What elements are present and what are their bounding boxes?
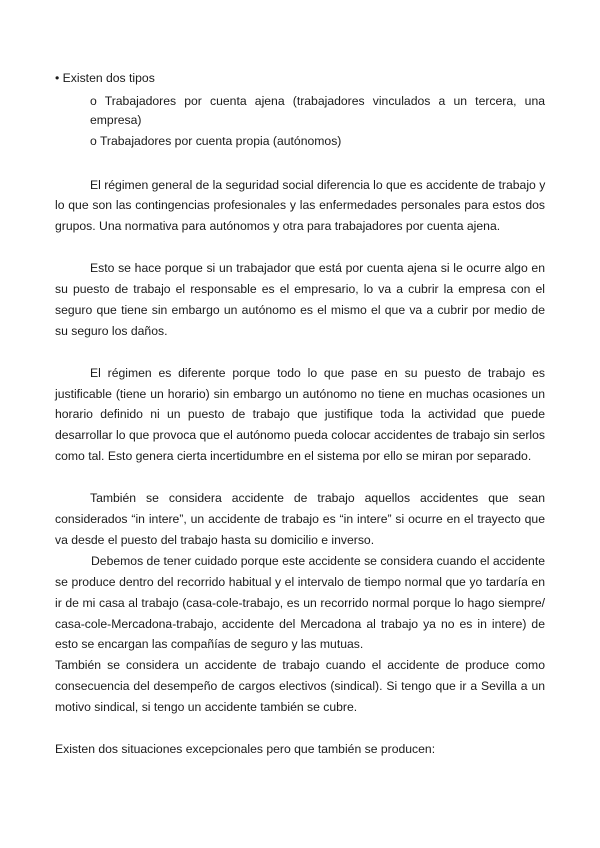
paragraph-line: Debemos de tener cuidado porque este accidente se considera cuando el accidente bbox=[91, 554, 545, 568]
list-item-propia: o Trabajadores por cuenta propia (autónomos) bbox=[90, 134, 342, 148]
paragraph-line: grupos. Una normativa para autónomos y otra para trabajadores por cuenta ajena. bbox=[55, 219, 501, 233]
paragraph-line: consecuencia del desempeño de cargos electivos (sindical). Si tengo que ir a Sevilla a un bbox=[55, 679, 545, 693]
paragraph-line: ir de mi casa al trabajo (casa-cole-trabajo, es un recorrido normal porque lo hago siempre/ bbox=[55, 596, 545, 610]
paragraph-line: esto se encargan las compañías de seguro y las mutuas. bbox=[55, 637, 364, 651]
paragraph-line: horario definido ni un puesto de trabajo que justifique toda la actividad que puede bbox=[55, 407, 545, 421]
paragraph-line: justificable (tiene un horario) sin embargo un autónomo no tiene en muchas ocasiones un bbox=[55, 387, 545, 401]
paragraph-line: El régimen es diferente porque todo lo que pase en su puesto de trabajo es bbox=[90, 366, 545, 380]
paragraph-line: También se considera un accidente de trabajo cuando el accidente de produce como bbox=[55, 658, 545, 672]
paragraph-line: se produce dentro del recorrido habitual y el intervalo de tiempo normal que yo tardaría en bbox=[55, 575, 545, 589]
paragraph-line: considerados “in intere”, un accidente de trabajo es “in intere” si ocurre en el trayecto que bbox=[55, 512, 545, 526]
list-item-ajena: o Trabajadores por cuenta ajena (trabajadores vinculados a un tercera, una bbox=[90, 94, 545, 108]
paragraph-line: Esto se hace porque si un trabajador que está por cuenta ajena si le ocurre algo en bbox=[90, 261, 545, 275]
paragraph-line: El régimen general de la seguridad social diferencia lo que es accidente de trabajo y bbox=[90, 178, 546, 192]
paragraph-line: va desde el puesto del trabajo hasta su domicilio e inverso. bbox=[55, 533, 375, 547]
list-item-ajena-cont: empresa) bbox=[90, 113, 142, 127]
bullet-list-intro: • Existen dos tipos bbox=[55, 71, 155, 85]
paragraph-line: como tal. Esto genera cierta incertidumbre en el sistema por ello se miran por separado. bbox=[55, 449, 532, 463]
paragraph-line: motivo sindical, si tengo un accidente también se cubre. bbox=[55, 700, 358, 714]
paragraph-line: Existen dos situaciones excepcionales pero que también se producen: bbox=[55, 742, 436, 756]
paragraph-line: desarrollar lo que provoca que el autónomo pueda colocar accidentes de trabajo sin serlos bbox=[55, 428, 545, 442]
paragraph-line: seguro que tiene sin embargo un autónomo es el mismo el que va a cubrir por medio de bbox=[55, 303, 545, 317]
paragraph-line: su puesto de trabajo el responsable es el empresario, lo va a cubrir la empresa con el bbox=[55, 282, 545, 296]
paragraph-line: lo que son las contingencias profesionales y las enfermedades personales para estos dos bbox=[55, 198, 545, 212]
paragraph-line: su seguro los daños. bbox=[55, 324, 168, 338]
paragraph-line: También se considera accidente de trabajo aquellos accidentes que sean bbox=[90, 491, 545, 505]
paragraph-line: casa-cole-Mercadona-trabajo, accidente del Mercadona al trabajo ya no es in intere) de bbox=[55, 617, 545, 631]
